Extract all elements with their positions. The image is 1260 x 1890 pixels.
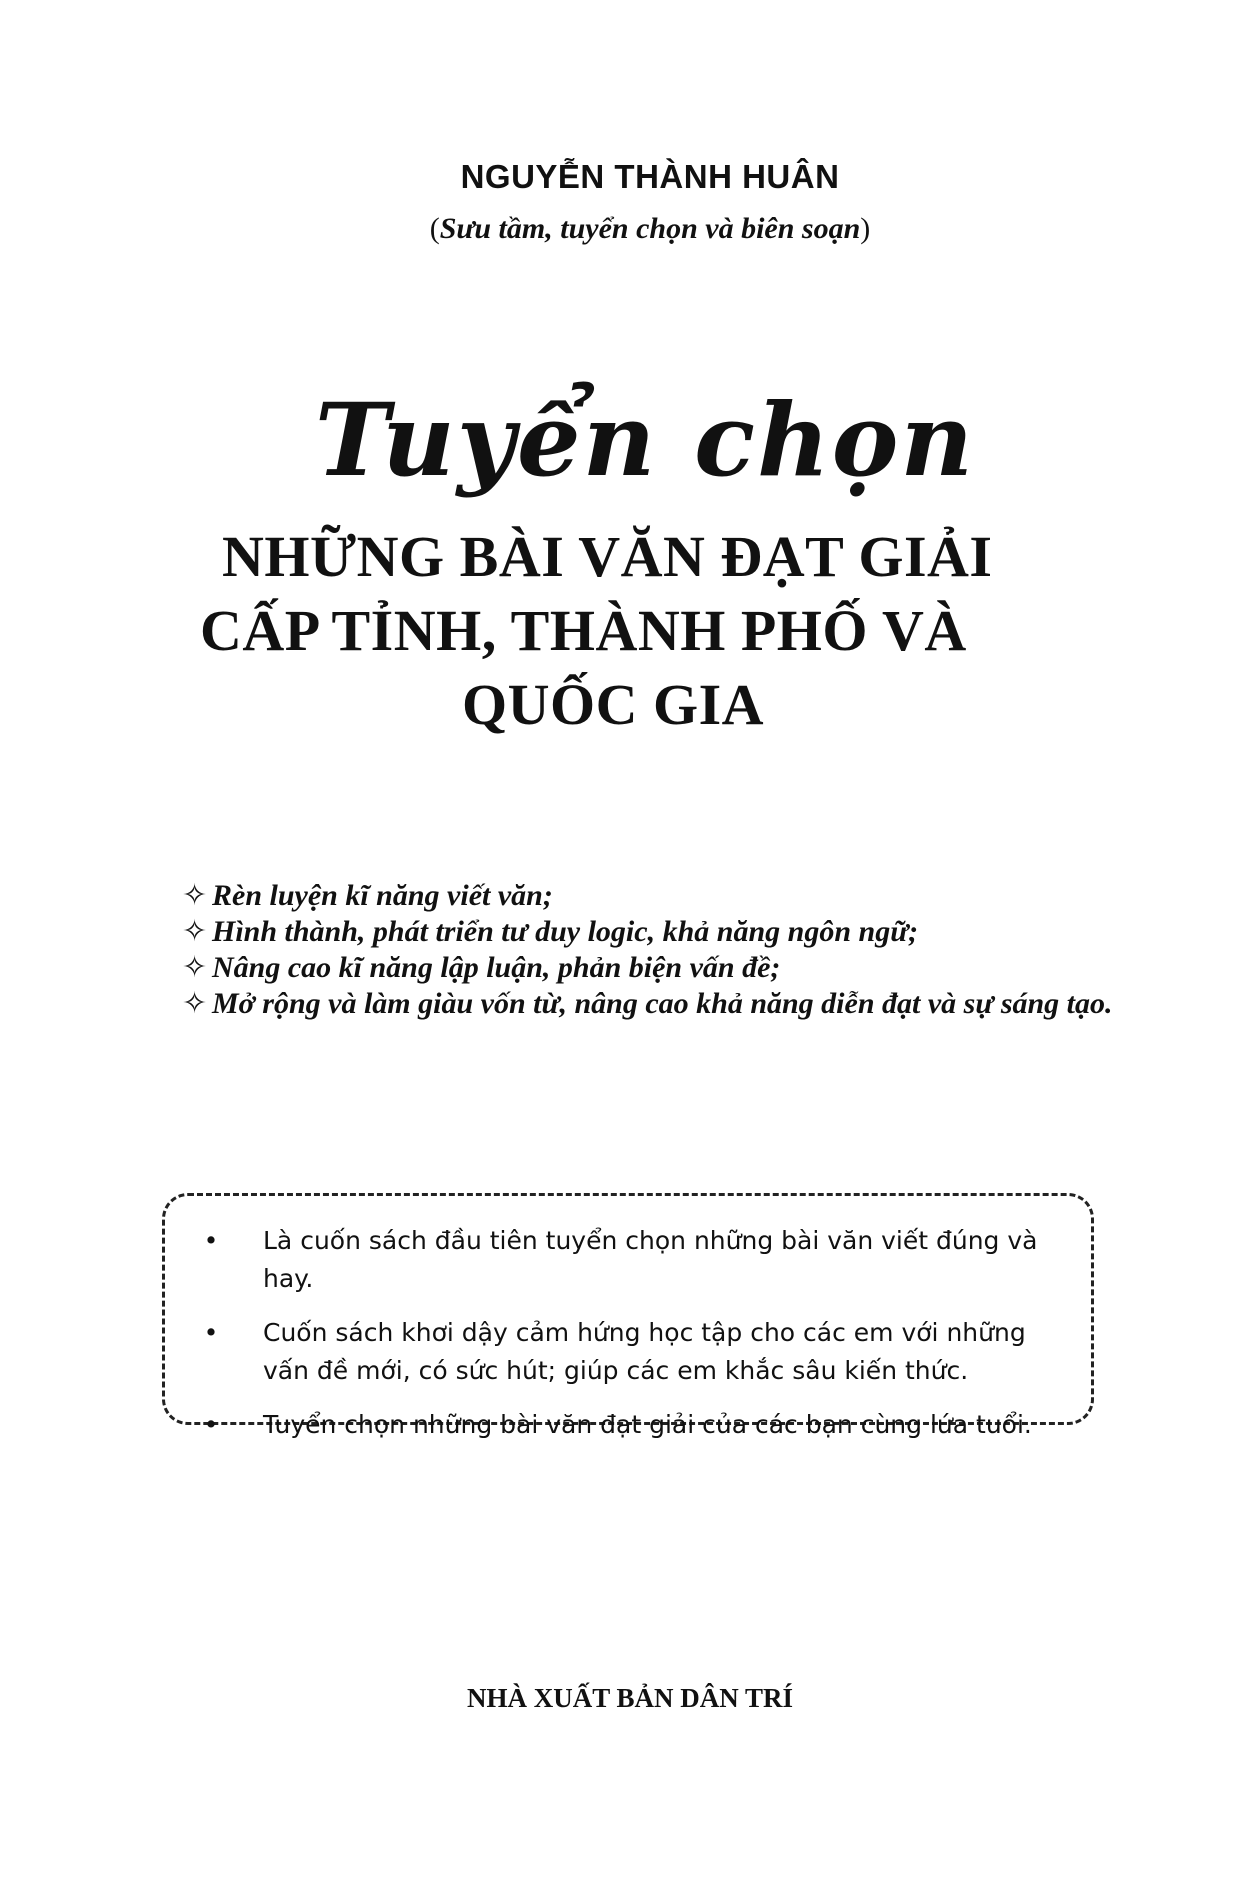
- highlight-item: [201, 1314, 1061, 1390]
- main-title-line-2: CẤP TỈNH, THÀNH PHỐ VÀ: [200, 598, 967, 663]
- feature-text: Hình thành, phát triển tư duy logic, khả năng ngôn ngữ;: [212, 915, 919, 948]
- star-outline-icon: ✧: [182, 879, 208, 912]
- author-note: [0, 212, 1260, 246]
- feature-item: [182, 878, 1182, 914]
- feature-item: [182, 986, 1182, 1022]
- bullet-icon: •: [203, 1226, 219, 1255]
- feature-item: [182, 950, 1182, 986]
- feature-item: [182, 914, 1182, 950]
- highlight-text: Tuyển chọn những bài văn đạt giải của các bạn cùng lứa tuổi.: [263, 1410, 1032, 1439]
- highlights-box: [162, 1193, 1094, 1439]
- author-note-open: (: [429, 212, 440, 245]
- feature-text: Nâng cao kĩ năng lập luận, phản biện vấn đề;: [212, 951, 781, 984]
- author-note-close: ): [860, 212, 871, 245]
- highlight-text: Cuốn sách khơi dậy cảm hứng học tập cho các em với những vấn đề mới, có sức hút; giúp các em khắc sâu kiến thức.: [263, 1318, 1026, 1385]
- main-title-line-1: NHỮNG BÀI VĂN ĐẠT GIẢI: [222, 524, 993, 589]
- highlights-list: [201, 1222, 1061, 1444]
- author-note-text: Sưu tầm, tuyển chọn và biên soạn: [439, 212, 861, 245]
- feature-list: [182, 878, 1182, 1022]
- bullet-icon: •: [203, 1410, 219, 1439]
- highlight-item: [201, 1406, 1061, 1444]
- star-outline-icon: ✧: [182, 951, 208, 984]
- main-title-line-3: QUỐC GIA: [462, 672, 765, 737]
- publisher-name: NHÀ XUẤT BẢN DÂN TRÍ: [466, 1683, 794, 1713]
- highlight-item: [201, 1222, 1061, 1298]
- highlight-text: Là cuốn sách đầu tiên tuyển chọn những bài văn viết đúng và hay.: [263, 1226, 1038, 1293]
- author-name: NGUYỄN THÀNH HUÂN: [460, 158, 840, 195]
- script-title: Tuyển chọn: [314, 381, 976, 499]
- feature-text: Mở rộng và làm giàu vốn từ, nâng cao khả năng diễn đạt và sự sáng tạo.: [212, 987, 1113, 1020]
- feature-text: Rèn luyện kĩ năng viết văn;: [212, 879, 553, 912]
- star-outline-icon: ✧: [182, 987, 208, 1020]
- star-outline-icon: ✧: [182, 915, 208, 948]
- bullet-icon: •: [203, 1318, 219, 1347]
